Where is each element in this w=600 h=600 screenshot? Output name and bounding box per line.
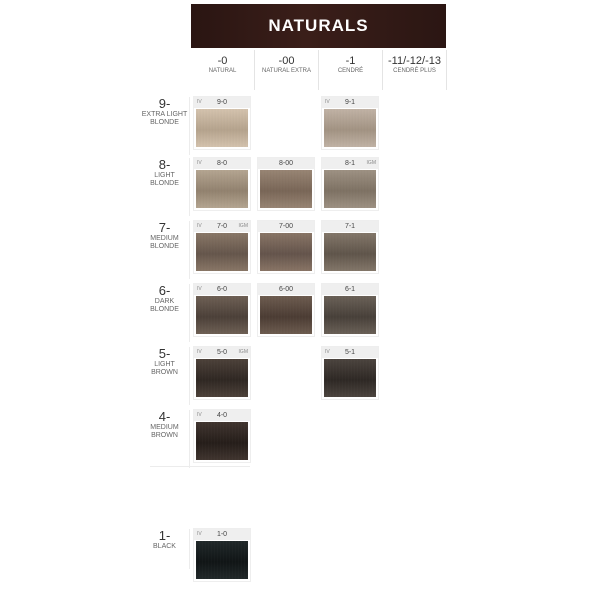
swatch-tag [322, 97, 378, 108]
row-label-7 [140, 221, 190, 279]
column-code: -11/-12/-13 [388, 55, 441, 67]
shade-code: 6-1 [344, 286, 356, 293]
brand-mark: IV [325, 349, 330, 355]
swatch-tag [322, 284, 378, 295]
shade-code: 9-0 [216, 99, 228, 106]
shade-swatch-5-1[interactable] [321, 346, 379, 400]
hair-strand-sample [324, 109, 376, 147]
shade-swatch-1-0[interactable] [193, 528, 251, 582]
shade-swatch-5-0[interactable] [193, 346, 251, 400]
shade-code: 7-0 [216, 223, 228, 230]
row-name: BLACK [153, 543, 176, 550]
shade-swatch-7-1[interactable] [321, 220, 379, 274]
row-label-9 [140, 97, 190, 155]
shade-code: 1-0 [216, 531, 228, 538]
column-name: NATURAL EXTRA [261, 68, 311, 74]
swatch-tag [322, 221, 378, 232]
column-header-natural-extra [255, 50, 319, 90]
naturals-header [191, 4, 446, 48]
shade-code: 8-0 [216, 160, 228, 167]
column-header-cendre-plus [383, 50, 447, 90]
hair-strand-sample [196, 233, 248, 271]
shade-swatch-7-00[interactable] [257, 220, 315, 274]
brand-mark: IV [197, 349, 202, 355]
hair-strand-sample [196, 170, 248, 208]
shade-swatch-4-0[interactable] [193, 409, 251, 463]
swatch-tag [258, 284, 314, 295]
brand-mark: IV [325, 99, 330, 105]
row-name: DARK BLONDE [150, 298, 179, 313]
column-header-cendre [319, 50, 383, 90]
shade-code: 5-1 [344, 349, 356, 356]
swatch-tag [194, 97, 250, 108]
hair-strand-sample [196, 359, 248, 397]
swatch-tag [194, 410, 250, 421]
shade-swatch-8-00[interactable] [257, 157, 315, 211]
hair-strand-sample [260, 233, 312, 271]
shade-code: 7-00 [278, 223, 293, 230]
hair-strand-sample [196, 422, 248, 460]
swatch-tag [258, 158, 314, 169]
hair-strand-sample [260, 170, 312, 208]
shade-swatch-9-0[interactable] [193, 96, 251, 150]
brand-mark: IV [197, 531, 202, 537]
swatch-tag [322, 158, 378, 169]
hair-strand-sample [324, 170, 376, 208]
row-name: EXTRA LIGHT BLONDE [141, 111, 188, 126]
swatch-tag [194, 221, 250, 232]
row-level: 7- [158, 220, 171, 235]
shade-swatch-6-0[interactable] [193, 283, 251, 337]
shade-swatch-6-00[interactable] [257, 283, 315, 337]
brand-mark: IV [197, 223, 202, 229]
shade-swatch-8-1[interactable] [321, 157, 379, 211]
shade-swatch-9-1[interactable] [321, 96, 379, 150]
brand-mark: IV [197, 286, 202, 292]
hair-strand-sample [196, 109, 248, 147]
swatch-tag [194, 529, 250, 540]
column-name: CENDRÉ PLUS [393, 68, 436, 74]
swatch-tag [194, 158, 250, 169]
hair-strand-sample [196, 296, 248, 334]
shade-swatch-8-0[interactable] [193, 157, 251, 211]
shade-swatch-7-0[interactable] [193, 220, 251, 274]
hair-strand-sample [260, 296, 312, 334]
page-title: NATURALS [268, 16, 369, 35]
shade-code: 6-00 [278, 286, 293, 293]
row-label-8 [140, 158, 190, 216]
shade-code: 6-0 [216, 286, 228, 293]
row-level: 5- [158, 346, 171, 361]
shade-code: 8-00 [278, 160, 293, 167]
hair-strand-sample [324, 359, 376, 397]
hair-strand-sample [324, 296, 376, 334]
row-label-6 [140, 284, 190, 342]
row-label-1 [140, 529, 190, 569]
row-name: LIGHT BLONDE [150, 172, 179, 187]
swatch-tag [194, 284, 250, 295]
shade-code: 7-1 [344, 223, 356, 230]
row-name: LIGHT BROWN [151, 361, 178, 376]
shade-suffix: IGM [366, 160, 376, 166]
row-label-5 [140, 347, 190, 405]
shade-code: 9-1 [344, 99, 356, 106]
shade-code: 8-1 [344, 160, 356, 167]
shade-swatch-6-1[interactable] [321, 283, 379, 337]
shade-code: 4-0 [216, 412, 228, 419]
row-name: MEDIUM BLONDE [150, 235, 179, 250]
brand-mark: IV [197, 99, 202, 105]
row-level: 8- [158, 157, 171, 172]
row-level: 6- [158, 283, 171, 298]
hair-strand-sample [196, 541, 248, 579]
swatch-tag [194, 347, 250, 358]
hair-strand-sample [324, 233, 376, 271]
brand-mark: IV [197, 160, 202, 166]
column-code: -1 [345, 55, 356, 67]
column-name: NATURAL [208, 68, 237, 74]
row-level: 1- [158, 528, 171, 543]
swatch-tag [322, 347, 378, 358]
swatch-tag [258, 221, 314, 232]
column-header-natural [191, 50, 255, 90]
column-name: CENDRÉ [337, 68, 364, 74]
row-label-4 [140, 410, 190, 468]
row-divider [150, 466, 250, 467]
shade-code: 5-0 [216, 349, 228, 356]
row-level: 4- [158, 409, 171, 424]
shade-suffix: IGM [238, 223, 248, 229]
column-code: -00 [278, 55, 295, 67]
row-name: MEDIUM BROWN [150, 424, 179, 439]
shade-suffix: IGM [238, 349, 248, 355]
row-level: 9- [158, 96, 171, 111]
brand-mark: IV [197, 412, 202, 418]
column-code: -0 [217, 55, 228, 67]
